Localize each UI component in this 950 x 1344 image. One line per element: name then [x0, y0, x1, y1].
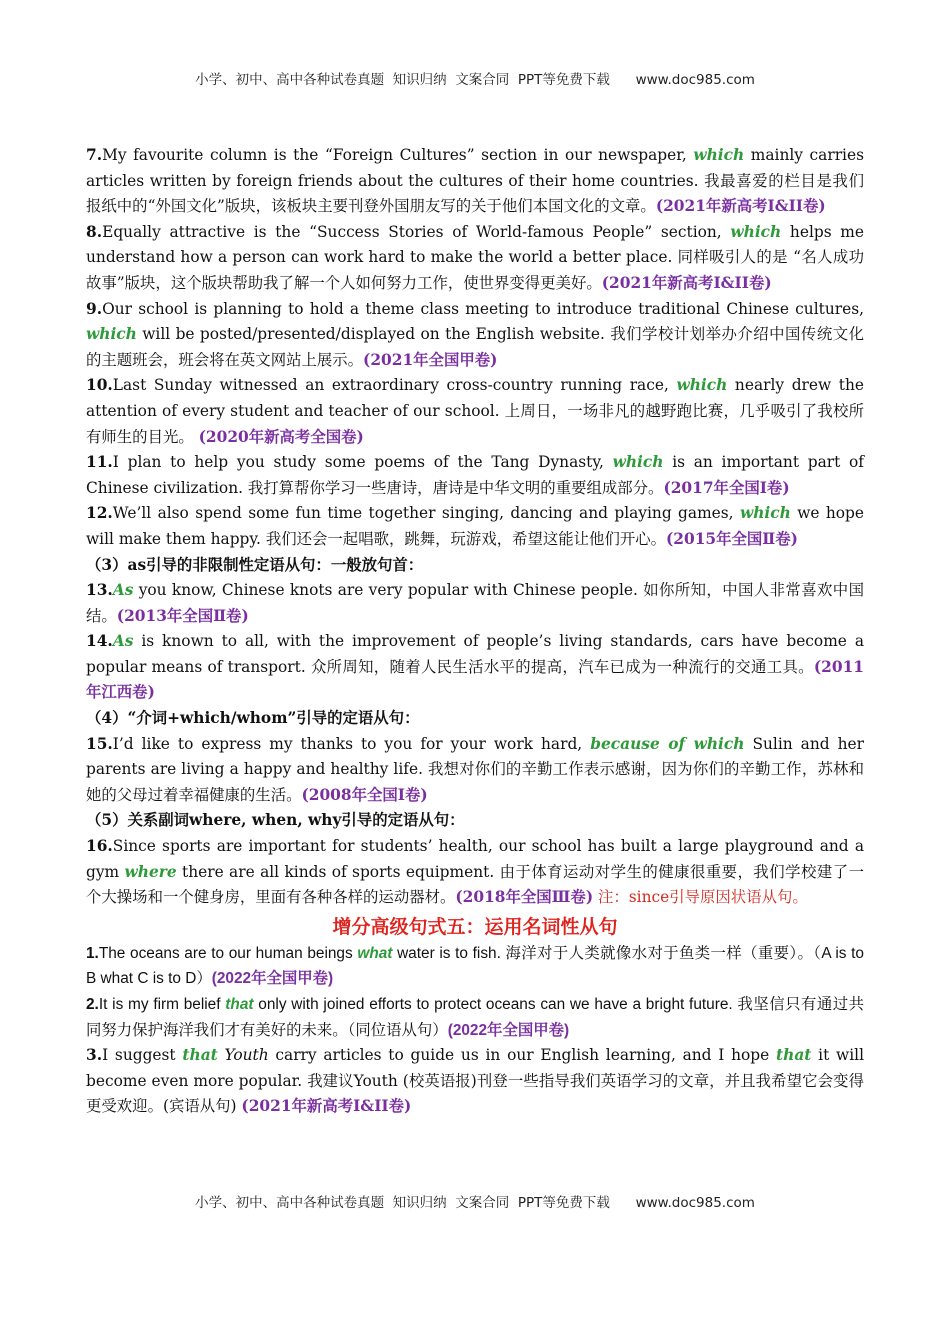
- page-footer-banner: 小学、初中、高中各种试卷真题 知识归纳 文案合同 PPT等免费下载 www.doc985.com: [195, 1195, 755, 1211]
- source-tag: (2017年全国Ⅰ卷): [663, 478, 790, 497]
- sentence-item-7: 7.My favourite column is the “Foreign Cultures” section in our newspaper, which mainly carries articles written by foreign friends about the cultures of their home countries. 我最喜爱的栏目是我们报纸中的“外国文化”版块，该板块主要刊登外国朋友写的关于他们本国文化的文章。(2021年新高考Ⅰ&II卷): [86, 146, 864, 216]
- source-tag: (2013年全国Ⅱ卷): [116, 606, 249, 625]
- source-tag: (2022年全国甲卷): [211, 970, 334, 988]
- sentence-item-13: 13.As you know, Chinese knots are very popular with Chinese people. 如你所知，中国人非常喜欢中国结。(2013年全国Ⅱ卷): [86, 581, 864, 625]
- source-tag: (2021年新高考Ⅰ&II卷): [241, 1097, 412, 1116]
- source-tag: (2021年新高考Ⅰ&II卷): [655, 197, 826, 216]
- source-tag: (2021年新高考Ⅰ&II卷): [601, 273, 772, 292]
- subsection-heading-3: （3）as引导的非限制性定语从句：一般放句首：: [86, 555, 424, 574]
- noun-clause-item-1: 1.The oceans are to our human beings what water is to fish. 海洋对于人类就像水对于鱼类一样（重要）。（A is to B what C is to D）(2022年全国甲卷): [86, 944, 864, 988]
- source-tag: (2008年全国Ⅰ卷): [301, 785, 428, 804]
- page-header-banner: 小学、初中、高中各种试卷真题 知识归纳 文案合同 PPT等免费下载 www.doc985.com: [195, 72, 755, 88]
- section-title: 增分高级句式五：运用名词性从句: [332, 915, 618, 938]
- sentence-item-15: 15.I’d like to express my thanks to you for your work hard, because of which Sulin and her parents are living a happy and healthy life. 我想对你们的辛勤工作表示感谢，因为你们的辛勤工作，苏林和她的父母过着幸福健康的生活。(2008年全国Ⅰ卷): [86, 734, 865, 804]
- sentence-item-8: 8.Equally attractive is the “Success Stories of World-famous People” section, which helps me understand how a person can work hard to make the world a better place. 同样吸引人的是 “名人成功故事”版块，这个版块帮助我了解一个人如何努力工作，使世界变得更美好。(2021年新高考Ⅰ&II卷): [86, 222, 864, 292]
- sentence-item-12: 12.We’ll also spend some fun time together singing, dancing and playing games, which we hope will make them happy. 我们还会一起唱歌，跳舞，玩游戏，希望这能让他们开心。(2015年全国Ⅱ卷): [86, 504, 864, 548]
- noun-clause-item-3: 3.I suggest that Youth carry articles to guide us in our English learning, and I hope that it will become even more popular. 我建议Youth (校英语报)刊登一些指导我们英语学习的文章，并且我希望它会变得更受欢迎。(宾语从句) (2021年新高考Ⅰ&II卷): [86, 1046, 864, 1116]
- source-tag: (2020年新高考全国卷): [198, 427, 364, 446]
- subsection-heading-5: （5）关系副词where, when, why引导的定语从句：: [86, 811, 465, 830]
- source-tag: (2011年江西卷): [86, 657, 864, 702]
- sentence-item-16: 16.Since sports are important for students’ health, our school has built a large playground and a gym where there are all kinds of sports equipment. 由于体育运动对学生的健康很重要，我们学校建了一个大操场和一个健身房，里面有各种各样的运动器材。(2018年全国Ⅲ卷) 注：since引导原因状语从句。: [86, 837, 864, 907]
- source-tag: (2018年全国Ⅲ卷): [455, 888, 594, 907]
- source-tag: (2021年全国甲卷): [363, 350, 498, 369]
- sentence-item-9: 9.Our school is planning to hold a theme class meeting to introduce traditional Chinese cultures, which will be posted/presented/displayed on the English website. 我们学校计划举办介绍中国传统文化的主题班会，班会将在英文网站上展示。(2021年全国甲卷): [86, 299, 864, 369]
- source-tag: (2022年全国甲卷): [447, 1021, 570, 1039]
- noun-clause-item-2: 2.It is my firm belief that only with joined efforts to protect oceans can we have a bright future. 我坚信只有通过共同努力保护海洋我们才有美好的未来。（同位语从句）(2022年全国甲卷): [86, 996, 865, 1039]
- sentence-item-14: 14.As is known to all, with the improvement of people’s living standards, cars have become a popular means of transport. 众所周知，随着人民生活水平的提高，汽车已成为一种流行的交通工具。(2011年江西卷): [86, 632, 864, 702]
- subsection-heading-4: （4）“介词+which/whom”引导的定语从句：: [86, 709, 420, 728]
- note-text: 注：since引导原因状语从句。: [593, 888, 808, 907]
- sentence-item-10: 10.Last Sunday witnessed an extraordinary cross-country running race, which nearly drew the attention of every student and teacher of our school. 上周日，一场非凡的越野跑比赛，几乎吸引了我校所有师生的目光。 (2020年新高考全国卷): [86, 376, 864, 446]
- document-body: [86, 143, 864, 1120]
- source-tag: (2015年全国Ⅱ卷): [666, 529, 798, 548]
- sentence-item-11: 11.I plan to help you study some poems of the Tang Dynasty, which is an important part of Chinese civilization. 我打算帮你学习一些唐诗，唐诗是中华文明的重要组成部分。(2017年全国Ⅰ卷): [86, 453, 864, 497]
